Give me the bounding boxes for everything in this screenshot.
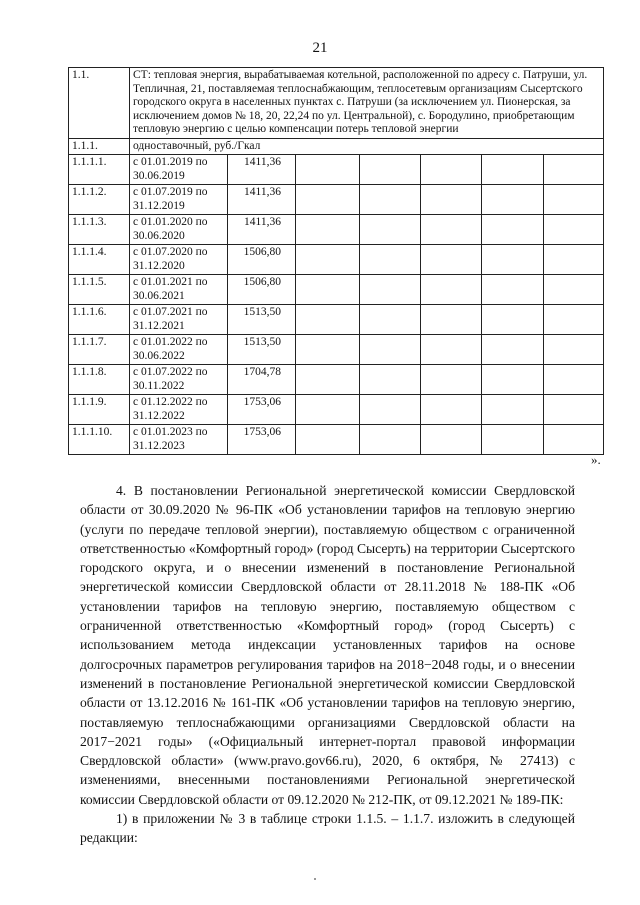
document-body <box>80 481 575 848</box>
empty-cell <box>360 395 421 425</box>
empty-cell <box>482 395 544 425</box>
empty-cell <box>482 245 544 275</box>
row-value: 1411,36 <box>228 155 296 185</box>
empty-cell <box>421 215 482 245</box>
empty-cell <box>296 395 360 425</box>
table-row <box>69 305 604 335</box>
row-value: 1753,06 <box>228 425 296 455</box>
row-period: с 01.07.2021 по 31.12.2021 <box>130 305 228 335</box>
empty-cell <box>544 425 604 455</box>
paragraph: 4. В постановлении Региональной энергетической комиссии Свердловской области от 30.09.2020 № 96-ПК «Об установлении тарифов на тепловую энергию (услуги по передаче тепловой энергии), поставляемую обществом с ограниченной ответственностью «Комфортный город» (город Сысерть) на территории Сысертского городского округа, и о внесении изменений в постановление Региональной энергетической комиссии Свердловской области от 28.11.2018 № 188-ПК «Об установлении тарифов на тепловую энергию, поставляемую обществом с ограниченной ответственностью «Комфортный город» (город Сысерть) с использованием метода индексации установленных тарифов на основе долгосрочных параметров регулирования тарифов на 2018−2048 годы, и о внесении изменений в постановление Региональной энергетической комиссии Свердловской области от 13.12.2016 № 161-ПК «Об установлении тарифов на тепловую энергию, поставляемую теплоснабжающими организациями Свердловской области на 2017−2021 годы» («Официальный интернет-портал правовой информации Свердловской области» (www.pravo.gov66.ru), 2020, 6 октября, № 27413) с изменениями, внесенными постановлениями Региональной энергетической комиссии Свердловской области от 09.12.2020 № 212-ПК, от 09.12.2021 № 189-ПК: <box>80 483 575 807</box>
row-number: 1.1.1.7. <box>69 335 130 365</box>
closing-quote: ». <box>591 452 601 467</box>
row-number: 1.1.1.8. <box>69 365 130 395</box>
empty-cell <box>544 275 604 305</box>
row-period: с 01.01.2023 по 31.12.2023 <box>130 425 228 455</box>
empty-cell <box>421 365 482 395</box>
empty-cell <box>544 215 604 245</box>
paragraph: 1) в приложении № 3 в таблице строки 1.1.5. – 1.1.7. изложить в следующей редакции: <box>80 811 575 846</box>
empty-cell <box>421 275 482 305</box>
empty-cell <box>296 245 360 275</box>
row-number: 1.1.1.9. <box>69 395 130 425</box>
row-period: с 01.07.2022 по 30.11.2022 <box>130 365 228 395</box>
empty-cell <box>421 305 482 335</box>
empty-cell <box>296 335 360 365</box>
empty-cell <box>544 155 604 185</box>
empty-cell <box>544 245 604 275</box>
empty-cell <box>544 185 604 215</box>
table-row <box>69 395 604 425</box>
row-number: 1.1.1.3. <box>69 215 130 245</box>
empty-cell <box>482 215 544 245</box>
empty-cell <box>296 305 360 335</box>
empty-cell <box>421 335 482 365</box>
empty-cell <box>544 365 604 395</box>
empty-cell <box>482 185 544 215</box>
row-number: 1.1.1. <box>69 138 130 155</box>
row-period: с 01.07.2019 по 31.12.2019 <box>130 185 228 215</box>
page-number: 21 <box>312 40 328 56</box>
empty-cell <box>544 305 604 335</box>
empty-cell <box>360 155 421 185</box>
row-period: с 01.01.2020 по 30.06.2020 <box>130 215 228 245</box>
empty-cell <box>296 365 360 395</box>
row-number: 1.1.1.5. <box>69 275 130 305</box>
empty-cell <box>482 305 544 335</box>
row-number: 1.1. <box>69 68 130 139</box>
row-period: с 01.01.2022 по 30.06.2022 <box>130 335 228 365</box>
empty-cell <box>421 155 482 185</box>
table-row <box>69 425 604 455</box>
empty-cell <box>482 365 544 395</box>
table-row <box>69 245 604 275</box>
table-row <box>69 365 604 395</box>
row-number: 1.1.1.6. <box>69 305 130 335</box>
scan-speck <box>314 878 316 880</box>
table-row <box>69 335 604 365</box>
row-value: 1704,78 <box>228 365 296 395</box>
empty-cell <box>482 275 544 305</box>
table-row <box>69 68 604 139</box>
table-row <box>69 155 604 185</box>
empty-cell <box>482 155 544 185</box>
row-value: 1506,80 <box>228 275 296 305</box>
row-period: с 01.12.2022 по 31.12.2022 <box>130 395 228 425</box>
empty-cell <box>482 425 544 455</box>
row-value: 1513,50 <box>228 305 296 335</box>
empty-cell <box>296 425 360 455</box>
empty-cell <box>296 275 360 305</box>
table-row <box>69 275 604 305</box>
row-number: 1.1.1.1. <box>69 155 130 185</box>
row-value: 1411,36 <box>228 215 296 245</box>
row-value: 1506,80 <box>228 245 296 275</box>
row-value: 1753,06 <box>228 395 296 425</box>
empty-cell <box>360 245 421 275</box>
empty-cell <box>360 305 421 335</box>
row-number: 1.1.1.10. <box>69 425 130 455</box>
row-number: 1.1.1.4. <box>69 245 130 275</box>
empty-cell <box>360 335 421 365</box>
empty-cell <box>296 185 360 215</box>
empty-cell <box>544 335 604 365</box>
row-description: СТ: тепловая энергия, вырабатываемая котельной, расположенной по адресу с. Патруши, ул. Тепличная, 21, поставляемая теплоснабжающим, теплосетевым организациям Сысертского городского округа в населенных пунктах с. Патруши (за исключением ул. Пионерская, за исключением домов № 18, 20, 22,24 по ул. Центральной), с. Бородулино, приобретающим тепловую энергию с целью компенсации потерь тепловой энергии <box>130 68 604 139</box>
row-period: с 01.01.2019 по 30.06.2019 <box>130 155 228 185</box>
empty-cell <box>544 395 604 425</box>
row-value: 1513,50 <box>228 335 296 365</box>
row-number: 1.1.1.2. <box>69 185 130 215</box>
empty-cell <box>360 185 421 215</box>
empty-cell <box>360 215 421 245</box>
table-row <box>69 185 604 215</box>
empty-cell <box>421 185 482 215</box>
table-row <box>69 215 604 245</box>
empty-cell <box>421 425 482 455</box>
empty-cell <box>360 365 421 395</box>
empty-cell <box>296 155 360 185</box>
row-period: с 01.01.2021 по 30.06.2021 <box>130 275 228 305</box>
row-value: 1411,36 <box>228 185 296 215</box>
empty-cell <box>482 335 544 365</box>
row-period: с 01.07.2020 по 31.12.2020 <box>130 245 228 275</box>
table-row <box>69 138 604 155</box>
empty-cell <box>296 215 360 245</box>
row-description: одноставочный, руб./Гкал <box>130 138 604 155</box>
empty-cell <box>360 275 421 305</box>
tariff-table <box>68 67 604 455</box>
empty-cell <box>360 425 421 455</box>
empty-cell <box>421 245 482 275</box>
empty-cell <box>421 395 482 425</box>
